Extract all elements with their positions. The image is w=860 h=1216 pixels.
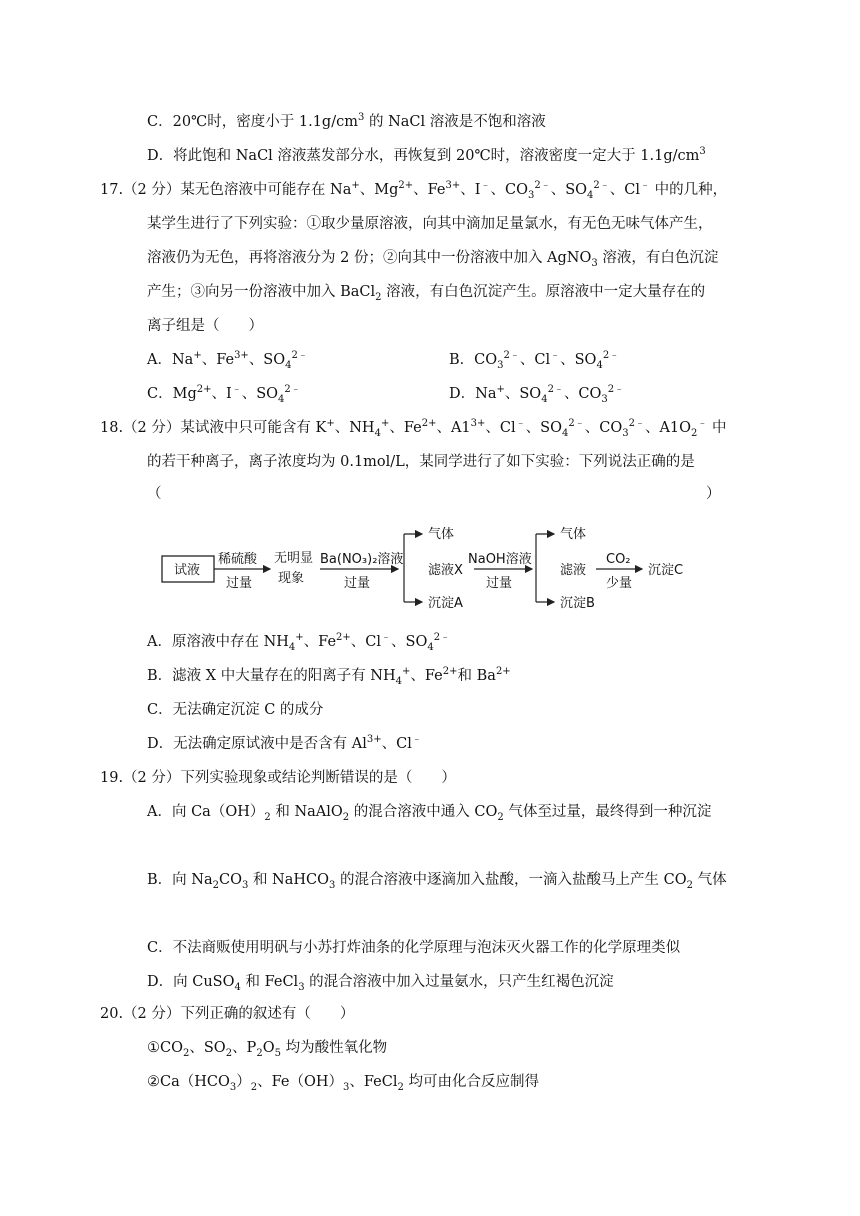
q17-stem-line5: 离子组是（ ） bbox=[147, 318, 263, 334]
flow-gas2: 气体 bbox=[560, 527, 587, 542]
q17-option-d: D．Na+、$SO_4^{2﹣}$、$CO_3^{2﹣}$ bbox=[449, 384, 625, 405]
q17-stem-line4: 产生；③向另一份溶液中加入 BaCl$_2$ 溶液，有白色沉淀产生。原溶液中一定大量存在的 bbox=[147, 284, 706, 303]
q18-stem-line1: 18.（2 分）某试液中只可能含有 K+、$NH_4^+$、$Fe^{2+}$、$A1^{3+}$、Cl﹣、$SO_4^{2﹣}$、$CO_3^{2﹣}$、$A1O_2^﹣$ 中 bbox=[100, 418, 727, 439]
q17-stem-line3: 溶液仍为无色，再将溶液分为 2 份；②向其中一份溶液中加入 AgNO$_3$ 溶液，有白色沉淀 bbox=[147, 250, 719, 269]
flow-step2-bottom: 过量 bbox=[344, 576, 371, 591]
flow-step4-bottom: 少量 bbox=[606, 576, 633, 591]
flow-precip-a: 沉淀A bbox=[428, 596, 463, 611]
flow-gas1: 气体 bbox=[428, 527, 455, 542]
flow-step2-top: Ba(NO₃)₂溶液 bbox=[320, 552, 404, 567]
q19-option-b: B．向 $Na_2CO_3$ 和 NaHCO$_3$ 的混合溶液中逐滴加入盐酸，一滴入盐酸马上产生 $CO_2$ 气体 bbox=[147, 872, 727, 891]
q19-option-c: C．不法商贩使用明矾与小苏打炸油条的化学原理与泡沫灭火器工作的化学原理类似 bbox=[147, 940, 681, 956]
q18-option-b: B．滤液 X 中大量存在的阳离子有 $NH_4^+$、$Fe^{2+}$和 $Ba^{2+}$ bbox=[147, 666, 511, 687]
q17-option-b: B．$CO_3^{2﹣}$、Cl﹣、$SO_4^{2﹣}$ bbox=[449, 350, 620, 371]
flow-step3-bottom: 过量 bbox=[486, 576, 513, 591]
q19-option-a: A．向 $Ca(OH)_2$ 和 NaAlO$_2$ 的混合溶液中通入 $CO_2$ 气体至过量，最终得到一种沉淀 bbox=[147, 804, 712, 823]
q18-flow-diagram bbox=[160, 516, 720, 616]
q18-option-d: D．无法确定原试液中是否含有 $Al^{3+}$、Cl﹣ bbox=[147, 734, 422, 752]
flow-filtrate: 滤液 bbox=[560, 563, 587, 578]
flow-precip-b: 沉淀B bbox=[560, 596, 595, 611]
flow-precip-c: 沉淀C bbox=[648, 563, 684, 578]
q18-stem-line2: 的若干种离子，离子浓度均为 0.1mol/L，某同学进行了如下实验：下列说法正确的是 bbox=[147, 454, 695, 470]
q18-paren-right: ） bbox=[706, 486, 721, 502]
q20-stem: 20.（2 分）下列正确的叙述有（ ） bbox=[100, 1006, 355, 1022]
q17-stem-line2: 某学生进行了下列实验：①取少量原溶液，向其中滴加足量氯水，有无色无味气体产生， bbox=[147, 216, 713, 232]
q18-option-a: A．原溶液中存在 $NH_4^+$、$Fe^{2+}$、Cl﹣、$SO_4^{2﹣}$ bbox=[147, 632, 451, 653]
q18-option-c: C．无法确定沉淀 C 的成分 bbox=[147, 702, 324, 718]
q19-option-d: D．向 CuSO$_4$ 和 FeCl$_3$ 的混合溶液中加入过量氨水，只产生红褐色沉淀 bbox=[147, 974, 614, 993]
flow-filtrate-x: 滤液X bbox=[428, 563, 463, 578]
flow-step1-top: 稀硫酸 bbox=[218, 552, 258, 567]
q17-option-a: A．Na+、$Fe^{3+}$、$SO_4^{2﹣}$ bbox=[147, 350, 308, 371]
q17-stem-line1: 17.（2 分）某无色溶液中可能存在 Na+、$Mg^{2+}$、$Fe^{3+}$、I﹣、$CO_3^{2﹣}$、$SO_4^{2﹣}$、Cl﹣ 中的几种， bbox=[100, 180, 728, 201]
flow-step3-top: NaOH溶液 bbox=[468, 552, 532, 567]
q18-paren-left: （ bbox=[147, 486, 162, 502]
q17-option-c: C．$Mg^{2+}$、I﹣、$SO_4^{2﹣}$ bbox=[147, 384, 301, 405]
q20-item-1: $①CO_2$、$SO_2$、$P_2O_5$ 均为酸性氧化物 bbox=[147, 1040, 388, 1059]
q16-option-d: D．将此饱和 NaCl 溶液蒸发部分水，再恢复到 20℃时，溶液密度一定大于 $1.1g/cm^3$ bbox=[147, 146, 706, 164]
q19-stem: 19.（2 分）下列实验现象或结论判断错误的是（ ） bbox=[100, 770, 456, 786]
q16-option-c: C．20℃时，密度小于 $1.1g/cm^3$ 的 NaCl 溶液是不饱和溶液 bbox=[147, 112, 546, 130]
flow-obs-top: 无明显 bbox=[274, 551, 314, 566]
q20-item-2: $②Ca(HCO_3)_2$、$Fe(OH)_3$、FeCl$_2$ 均可由化合反应制得 bbox=[147, 1074, 539, 1093]
flow-start-label: 试液 bbox=[174, 563, 201, 578]
flow-obs-bottom: 现象 bbox=[278, 571, 305, 586]
flow-step1-bottom: 过量 bbox=[226, 576, 253, 591]
flow-step4-top: CO₂ bbox=[606, 552, 631, 567]
